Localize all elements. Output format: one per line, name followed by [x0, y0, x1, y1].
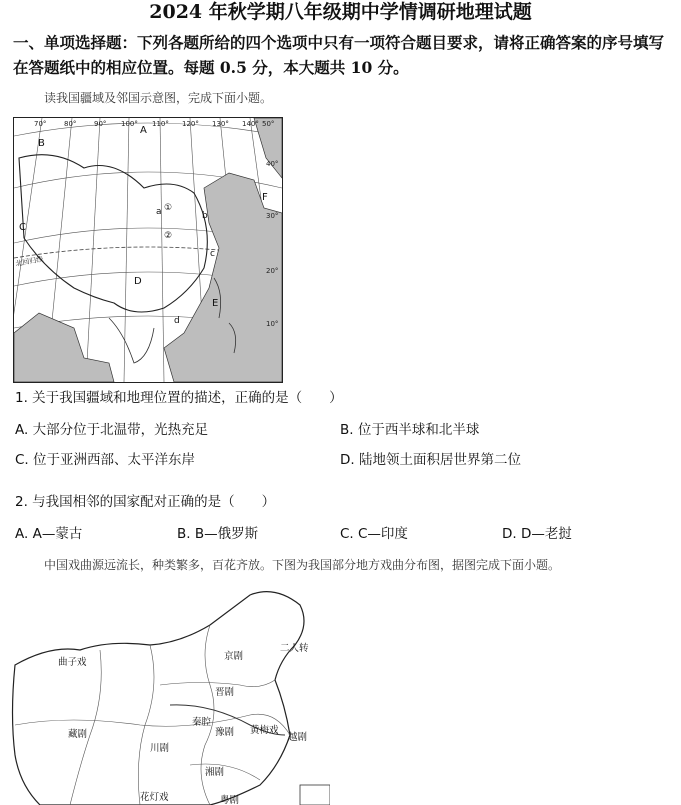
q2-option-b[interactable]: B. B—俄罗斯: [177, 526, 259, 542]
section-instructions: 一、单项选择题：下列各题所给的四个选项中只有一项符合题目要求，请将正确答案的序号填写在答题纸中的相应位置。每题 0.5 分，本大题共 10 分。: [13, 33, 665, 77]
opera-label: 二人转: [280, 643, 309, 654]
country-letter: A: [140, 125, 147, 136]
lat-label: 40°: [266, 160, 279, 168]
opera-map-svg: [10, 585, 330, 805]
pacific-sea: [164, 173, 282, 382]
q1-option-d[interactable]: D. 陆地领土面积居世界第二位: [340, 452, 521, 468]
q1-option-c[interactable]: C. 位于亚洲西部、太平洋东岸: [15, 452, 196, 468]
indochina-coast: [109, 318, 154, 363]
question-1-stem: 1. 关于我国疆域和地理位置的描述，正确的是（ ）: [15, 390, 343, 406]
tropic-label: 北回归线: [14, 255, 44, 268]
lon-line: [124, 118, 129, 382]
opera-label: 豫剧: [215, 727, 235, 738]
china-outline: [13, 592, 308, 805]
map-mark: b: [202, 211, 208, 221]
country-letter: F: [262, 192, 268, 203]
opera-label: 京剧: [224, 651, 244, 662]
lat-label: 20°: [266, 267, 279, 275]
opera-label: 黄梅戏: [250, 725, 279, 736]
opera-label: 花灯戏: [140, 792, 169, 803]
country-letter: C: [19, 222, 26, 233]
lon-label: 80°: [64, 120, 77, 128]
lon-line: [86, 118, 100, 382]
opera-label: 湘剧: [205, 767, 225, 778]
lon-line: [160, 118, 164, 382]
territory-map-svg: [14, 118, 282, 382]
lon-label: 110°: [152, 120, 169, 128]
q2-option-d[interactable]: D. D—老挝: [502, 526, 572, 542]
intro-map1: 读我国疆域及邻国示意图，完成下面小题。: [44, 91, 273, 105]
opera-label: 粤剧: [220, 795, 240, 805]
lat-label: 10°: [266, 320, 279, 328]
lon-label: 100°: [121, 120, 138, 128]
opera-map: [10, 585, 330, 805]
opera-label: 曲子戏: [58, 657, 87, 668]
map-mark: a: [156, 207, 162, 217]
lat-label: 30°: [266, 212, 279, 220]
q1-option-b[interactable]: B. 位于西半球和北半球: [340, 422, 480, 438]
territory-map: [13, 117, 283, 383]
opera-label: 藏剧: [68, 729, 88, 740]
opera-label: 晋剧: [215, 687, 235, 698]
lon-label: 90°: [94, 120, 107, 128]
q2-option-a[interactable]: A. A—蒙古: [15, 526, 83, 542]
lon-label: 70°: [34, 120, 47, 128]
china-border: [19, 155, 207, 312]
map-mark: ①: [164, 203, 173, 213]
map-mark: ②: [164, 231, 173, 241]
lon-label: 50°: [262, 120, 275, 128]
intro-map2: 中国戏曲源远流长，种类繁多，百花齐放。下图为我国部分地方戏曲分布图，据图完成下面小题。: [44, 558, 561, 572]
south-sea-inset: [300, 785, 330, 805]
lon-label: 140°: [242, 120, 259, 128]
lon-label: 130°: [212, 120, 229, 128]
opera-label: 秦腔: [192, 717, 212, 728]
country-letter: B: [38, 138, 45, 149]
opera-label: 川剧: [150, 743, 170, 754]
opera-label: 越剧: [288, 732, 308, 743]
lon-label: 120°: [182, 120, 199, 128]
q1-option-a[interactable]: A. 大部分位于北温带，光热充足: [15, 422, 209, 438]
question-2-stem: 2. 与我国相邻的国家配对正确的是（ ）: [15, 494, 276, 510]
country-letter: E: [212, 298, 219, 309]
exam-title: 2024 年秋学期八年级期中学情调研地理试题: [149, 1, 532, 23]
country-letter: D: [134, 276, 142, 287]
indian-ocean: [14, 313, 114, 382]
map-mark: d: [174, 316, 180, 326]
q2-option-c[interactable]: C. C—印度: [340, 526, 408, 542]
map-mark: c: [210, 249, 215, 259]
